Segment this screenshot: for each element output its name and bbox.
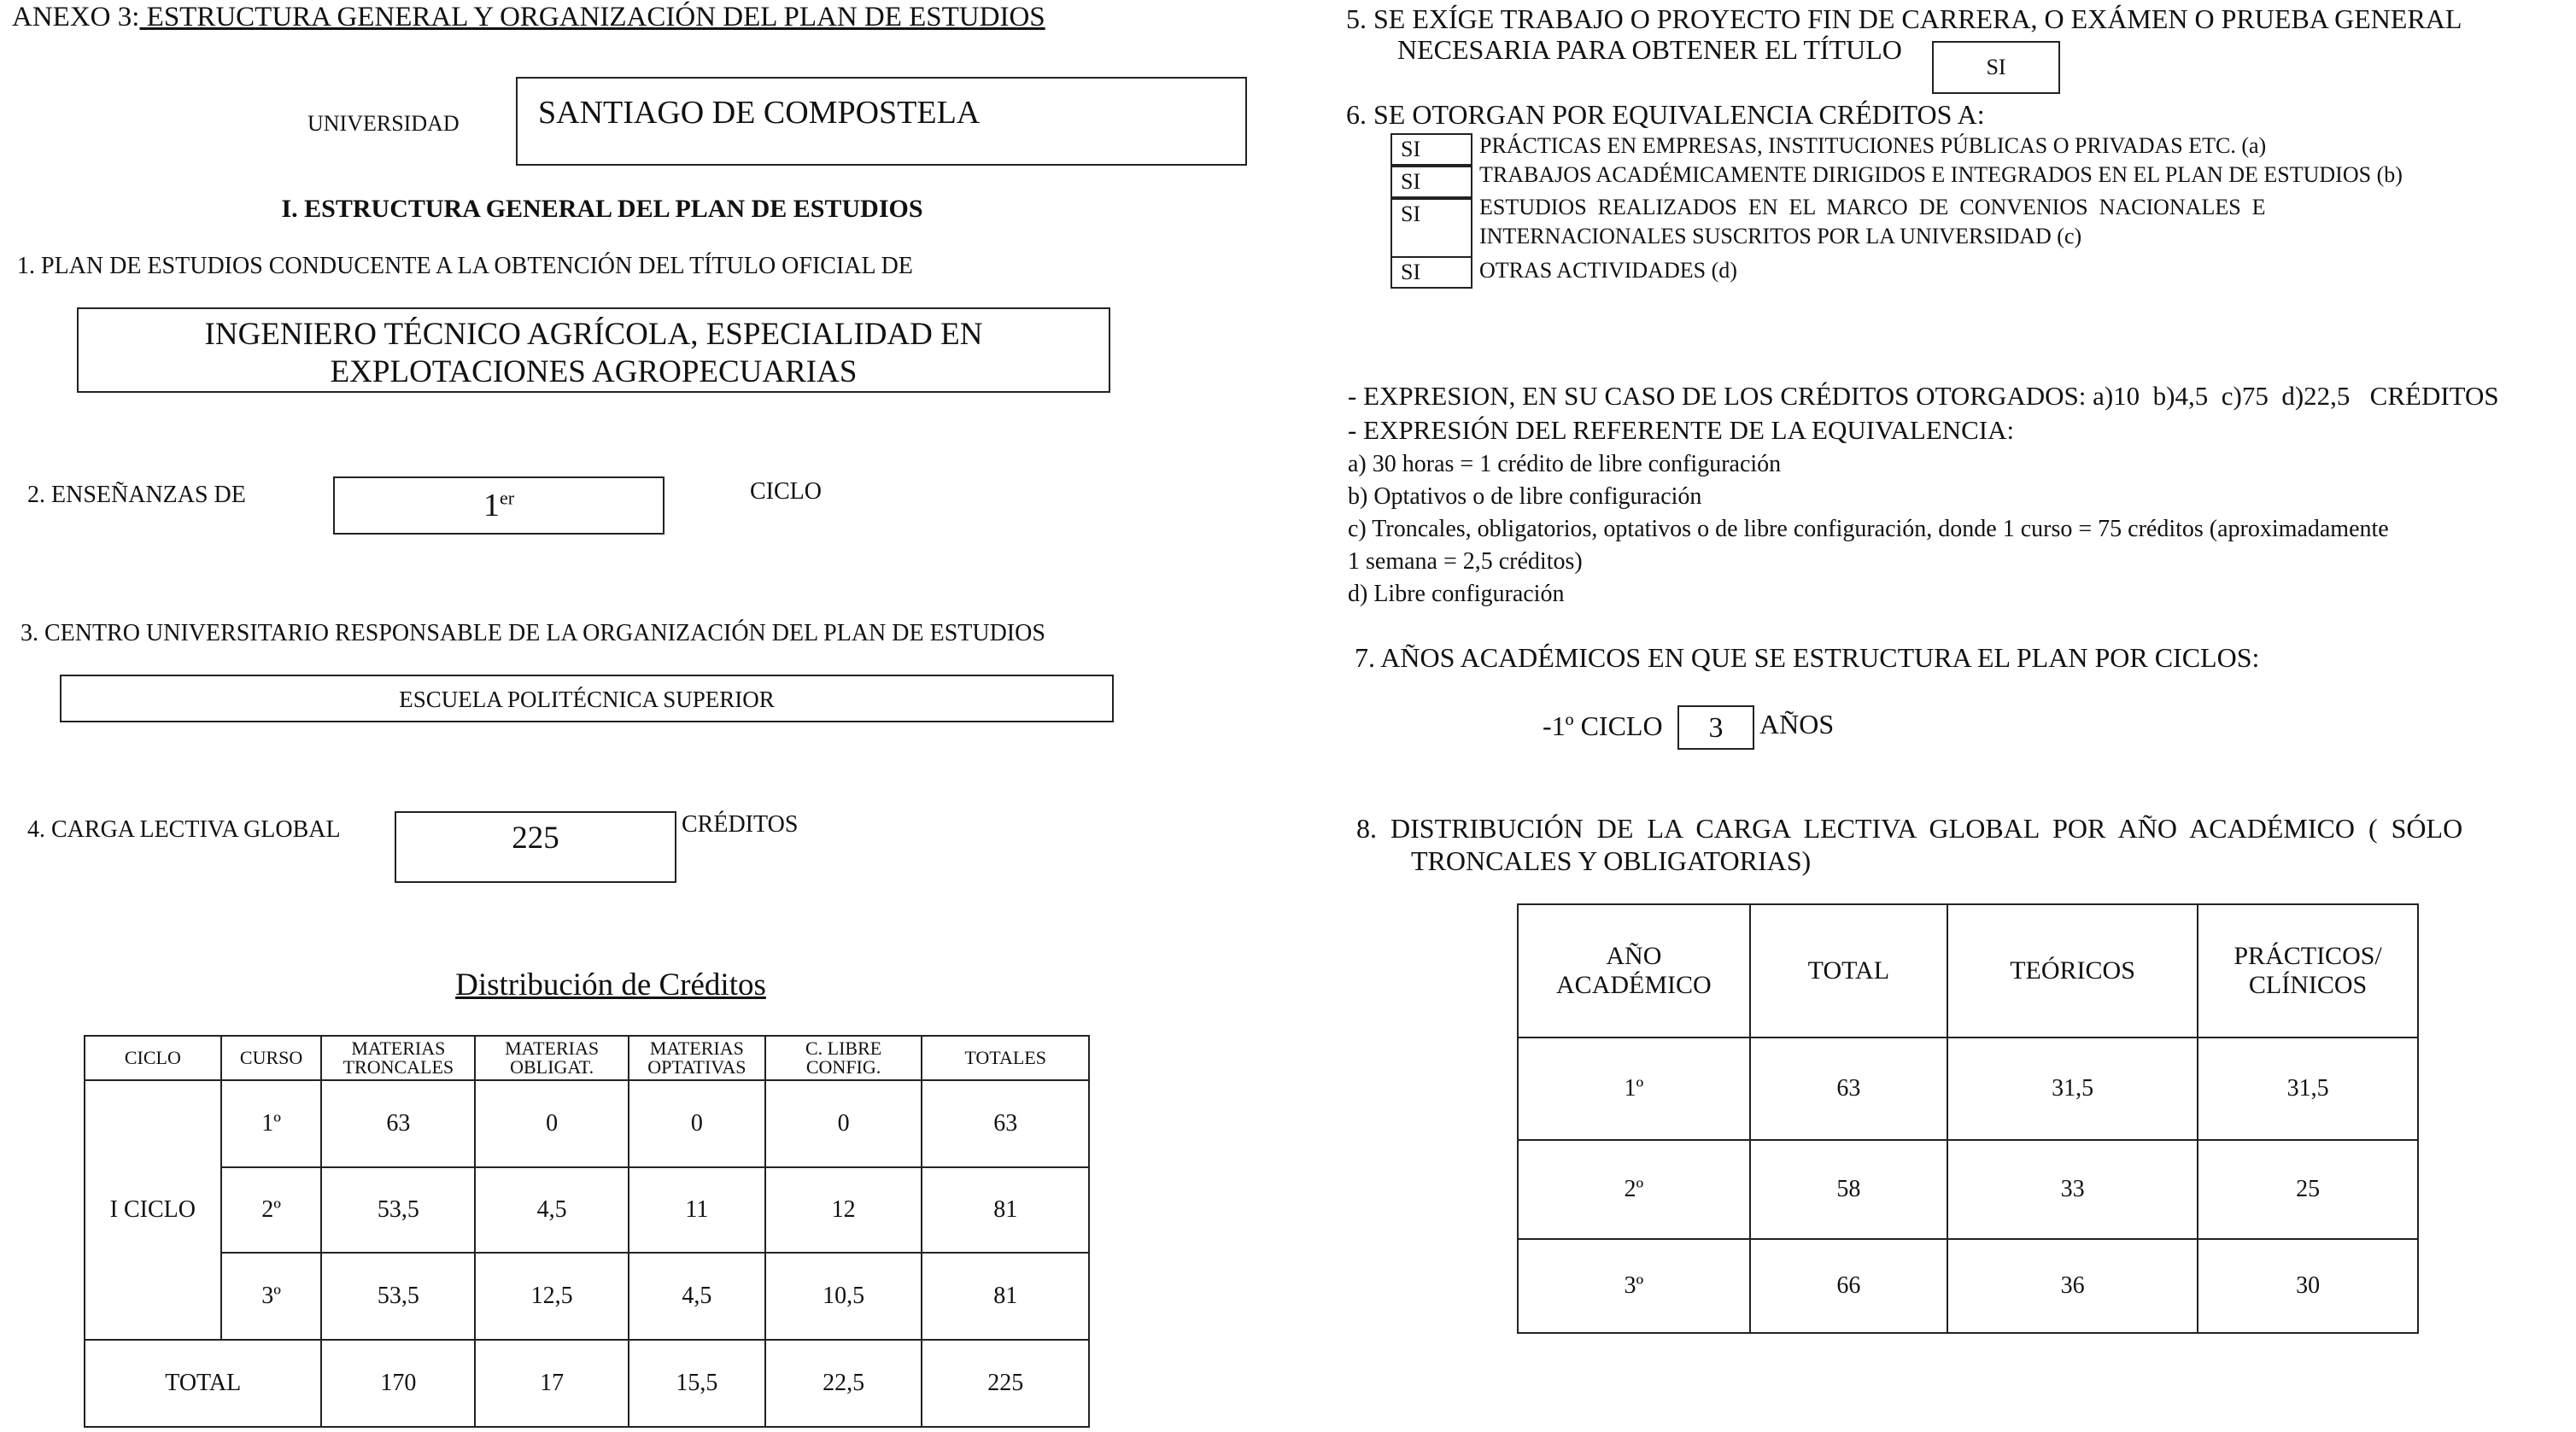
year-header-cell: PRÁCTICOS/ CLÍNICOS (2198, 904, 2418, 1037)
year-header-cell: AÑO ACADÉMICO (1518, 904, 1750, 1037)
item4-value: 225 (512, 821, 559, 856)
table-cell: 30 (2198, 1239, 2418, 1333)
table-cell: 0 (765, 1080, 922, 1167)
universidad-label: UNIVERSIDAD (307, 111, 460, 136)
table-cell: 0 (629, 1080, 765, 1167)
equiv-text-b: TRABAJOS ACADÉMICAMENTE DIRIGIDOS E INTEGRADOS EN EL PLAN DE ESTUDIOS (b) (1479, 162, 2403, 187)
table-cell: 170 (321, 1340, 475, 1427)
section1-title: I. ESTRUCTURA GENERAL DEL PLAN DE ESTUDIOS (281, 195, 923, 223)
table-cell: 2º (1518, 1140, 1750, 1239)
table-cell: 225 (922, 1340, 1089, 1427)
item4-suffix: CRÉDITOS (682, 811, 799, 838)
table-cell: 63 (1750, 1037, 1947, 1140)
equiv-box-d: SI (1390, 256, 1472, 289)
item7-field (1677, 705, 1754, 750)
table-cell: 25 (2198, 1140, 2418, 1239)
table-cell: 17 (475, 1340, 629, 1427)
equiv-box-c: SI (1390, 198, 1472, 258)
dist-header-cell: CURSO (221, 1036, 322, 1080)
table-row (85, 1080, 1089, 1167)
dist-header-cell: C. LIBRE CONFIG. (765, 1036, 922, 1080)
table-cell: 15,5 (629, 1340, 765, 1427)
table-cell: 4,5 (629, 1253, 765, 1340)
table-cell: 58 (1750, 1140, 1947, 1239)
ref-c2: 1 semana = 2,5 créditos) (1348, 548, 1583, 575)
dist-header-cell: CICLO (85, 1036, 221, 1080)
item3-value: ESCUELA POLITÉCNICA SUPERIOR (399, 687, 775, 712)
dist-header-row (85, 1036, 1089, 1080)
expresion-referente: - EXPRESIÓN DEL REFERENTE DE LA EQUIVALENCIA: (1348, 415, 2015, 445)
table-cell: 31,5 (2198, 1037, 2418, 1140)
table-row (85, 1253, 1089, 1340)
item2-field (333, 476, 664, 535)
table-cell: 1º (1518, 1037, 1750, 1140)
item2-label: 2. ENSEÑANZAS DE (27, 482, 246, 508)
ref-b: b) Optativos o de libre configuración (1348, 483, 1702, 510)
table-cell: 10,5 (765, 1253, 922, 1340)
anexo-heading (12, 2, 1045, 33)
table-row (1518, 1037, 2418, 1140)
total-row (85, 1340, 1089, 1427)
table-cell: 81 (922, 1253, 1089, 1340)
table-cell: 31,5 (1947, 1037, 2198, 1140)
table-cell: 3º (221, 1253, 322, 1340)
equiv-box-a: SI (1390, 133, 1472, 166)
distribution-table (84, 1035, 1090, 1428)
table-cell: 81 (922, 1167, 1089, 1253)
year-header-cell: TEÓRICOS (1947, 904, 2198, 1037)
table-cell: 11 (629, 1167, 765, 1253)
table-cell: 12 (765, 1167, 922, 1253)
item3-field (60, 675, 1114, 722)
item1-label: 1. PLAN DE ESTUDIOS CONDUCENTE A LA OBTENCIÓN DEL TÍTULO OFICIAL DE (17, 253, 913, 279)
table-cell: 12,5 (475, 1253, 629, 1340)
titulo-line1: INGENIERO TÉCNICO AGRÍCOLA, ESPECIALIDAD EN (204, 317, 983, 352)
table-cell: 2º (221, 1167, 322, 1253)
year-header-cell: TOTAL (1750, 904, 1947, 1037)
item5-line2: NECESARIA PARA OBTENER EL TÍTULO (1397, 34, 1902, 65)
table-cell: 36 (1947, 1239, 2198, 1333)
item5-value: SI (1986, 55, 2006, 79)
equiv-text-c: ESTUDIOS REALIZADOS EN EL MARCO DE CONVENIOS NACIONALES E (1479, 195, 2266, 219)
table-cell: 66 (1750, 1239, 1947, 1333)
titulo-line2: EXPLOTACIONES AGROPECUARIAS (330, 354, 858, 389)
dist-header-cell: TOTALES (922, 1036, 1089, 1080)
item7-prefix: -1º CICLO (1543, 710, 1663, 741)
item4-label: 4. CARGA LECTIVA GLOBAL (27, 816, 341, 843)
table-cell: 53,5 (321, 1167, 475, 1253)
table-row (85, 1167, 1089, 1253)
anexo-prefix: ANEXO 3: (12, 2, 140, 32)
item8-line2: TRONCALES Y OBLIGATORIAS) (1411, 845, 1812, 876)
ref-d: d) Libre configuración (1348, 581, 1565, 607)
total-label: TOTAL (85, 1340, 321, 1427)
item8-line1: 8. DISTRIBUCIÓN DE LA CARGA LECTIVA GLOBAL POR AÑO ACADÉMICO ( SÓLO (1356, 813, 2463, 844)
ciclo-cell: I CICLO (85, 1080, 221, 1340)
item2-sup: er (499, 487, 515, 509)
item7-value: 3 (1708, 712, 1724, 744)
item2-value-wrap (335, 487, 663, 524)
item2-suffix: CICLO (750, 478, 822, 505)
dist-header-cell: MATERIAS TRONCALES (321, 1036, 475, 1080)
item6-label: 6. SE OTORGAN POR EQUIVALENCIA CRÉDITOS A: (1346, 99, 1985, 130)
item7-label: 7. AÑOS ACADÉMICOS EN QUE SE ESTRUCTURA EL PLAN POR CICLOS: (1355, 642, 2260, 673)
year-header-row (1518, 904, 2418, 1037)
year-distribution-table (1517, 903, 2419, 1334)
titulo-field (77, 307, 1110, 393)
table-cell: 33 (1947, 1140, 2198, 1239)
table-cell: 22,5 (765, 1340, 922, 1427)
item4-field (395, 811, 676, 883)
equiv-box-b: SI (1390, 166, 1472, 198)
item2-value: 1 (483, 488, 500, 523)
table-cell: 0 (475, 1080, 629, 1167)
equiv-text-a: PRÁCTICAS EN EMPRESAS, INSTITUCIONES PÚBLICAS O PRIVADAS ETC. (a) (1479, 133, 2267, 158)
item3-label: 3. CENTRO UNIVERSITARIO RESPONSABLE DE LA ORGANIZACIÓN DEL PLAN DE ESTUDIOS (20, 620, 1045, 646)
table-cell: 53,5 (321, 1253, 475, 1340)
item5-line1: 5. SE EXÍGE TRABAJO O PROYECTO FIN DE CARRERA, O EXÁMEN O PRUEBA GENERAL (1346, 3, 2462, 34)
table-row (1518, 1140, 2418, 1239)
table-cell: 63 (922, 1080, 1089, 1167)
universidad-value: SANTIAGO DE COMPOSTELA (538, 95, 981, 131)
dist-header-cell: MATERIAS OBLIGAT. (475, 1036, 629, 1080)
item5-field (1932, 41, 2060, 94)
table-cell: 1º (221, 1080, 322, 1167)
dist-title: Distribución de Créditos (455, 967, 766, 1002)
ref-a: a) 30 horas = 1 crédito de libre configuración (1348, 451, 1782, 477)
table-cell: 63 (321, 1080, 475, 1167)
ref-c1: c) Troncales, obligatorios, optativos o de libre configuración, donde 1 curso = 75 créditos (aproximadamente (1348, 516, 2389, 542)
equiv-text-c2: INTERNACIONALES SUSCRITOS POR LA UNIVERSIDAD (c) (1479, 224, 2082, 248)
dist-header-cell: MATERIAS OPTATIVAS (629, 1036, 765, 1080)
universidad-field (516, 77, 1247, 166)
anexo-title: ESTRUCTURA GENERAL Y ORGANIZACIÓN DEL PLAN DE ESTUDIOS (139, 2, 1045, 32)
expresion-creditos: - EXPRESION, EN SU CASO DE LOS CRÉDITOS OTORGADOS: a)10 b)4,5 c)75 d)22,5 CRÉDITOS (1348, 381, 2499, 411)
equiv-text-d: OTRAS ACTIVIDADES (d) (1479, 258, 1737, 283)
table-row (1518, 1239, 2418, 1333)
table-cell: 3º (1518, 1239, 1750, 1333)
table-cell: 4,5 (475, 1167, 629, 1253)
item7-suffix: AÑOS (1759, 709, 1835, 739)
